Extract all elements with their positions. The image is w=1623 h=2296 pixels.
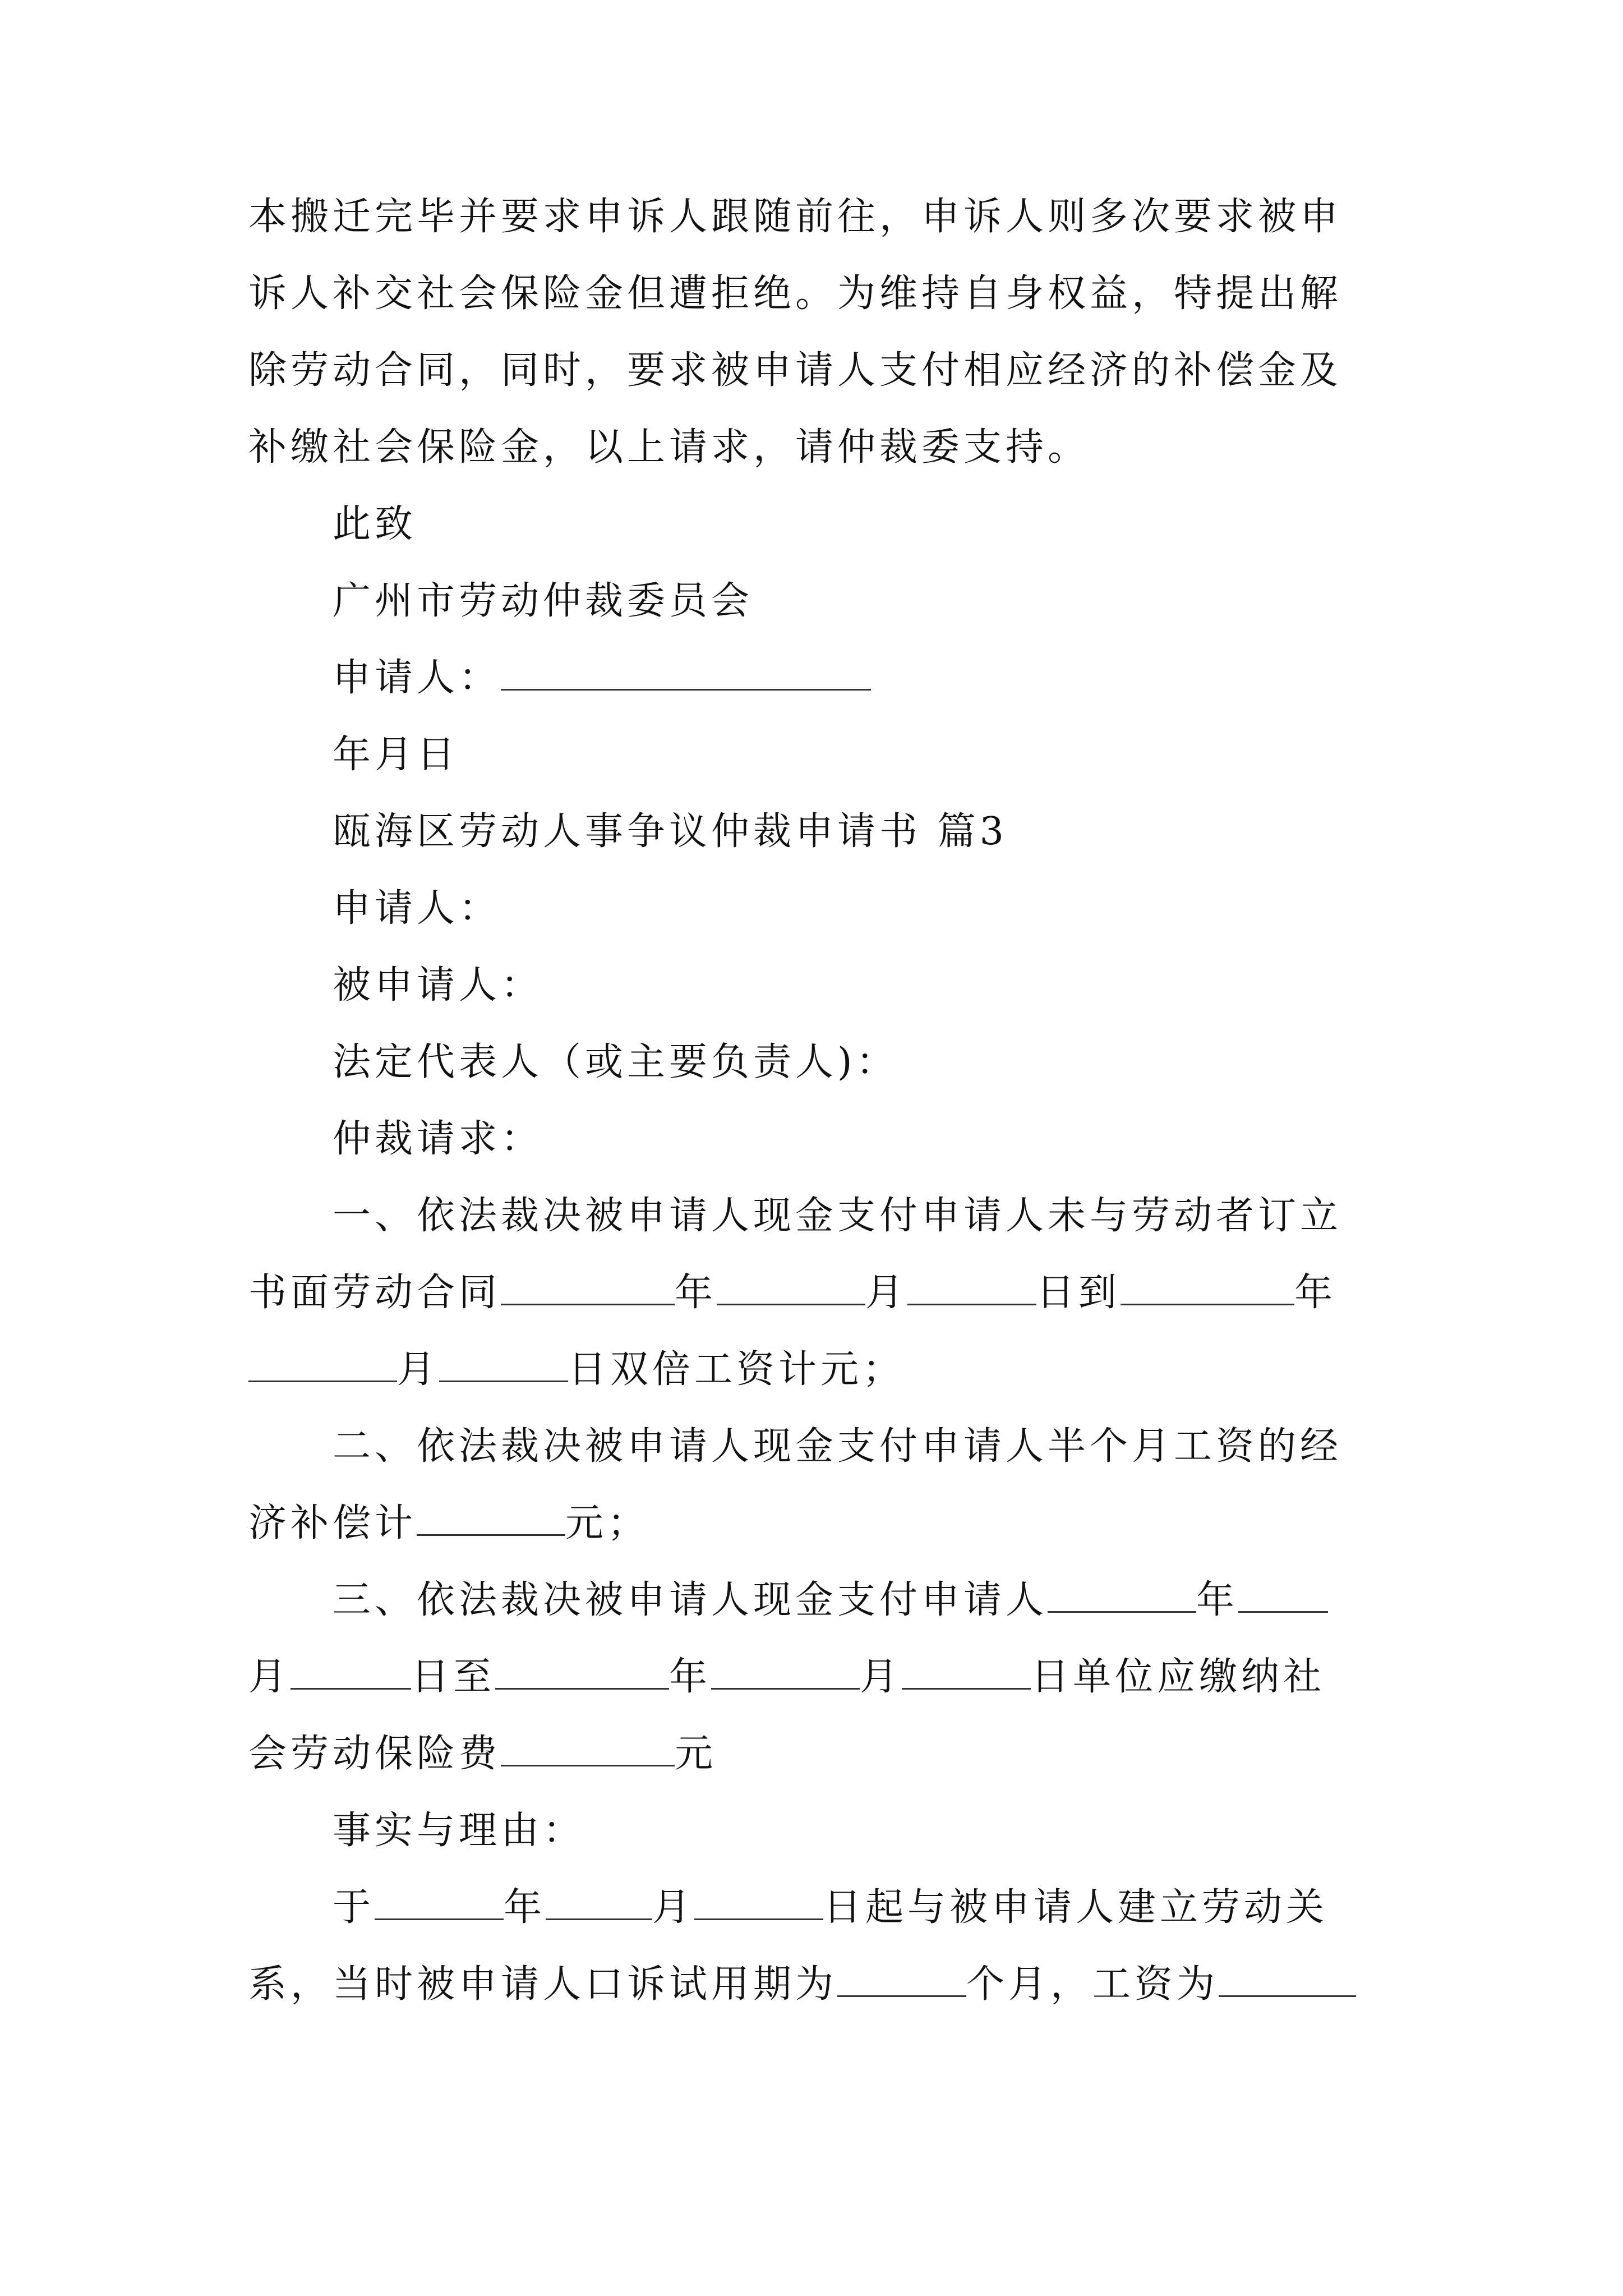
text-segment: 月 bbox=[652, 1885, 695, 1930]
document-page bbox=[248, 178, 1387, 2023]
signature-line bbox=[248, 639, 1387, 716]
signature-blank bbox=[501, 656, 871, 691]
text-segment: 于 bbox=[333, 1885, 375, 1930]
facts-line-1 bbox=[248, 1869, 1387, 1946]
text-segment: 月 bbox=[397, 1347, 440, 1392]
text-segment: 年 bbox=[1294, 1271, 1337, 1315]
fill-blank bbox=[902, 1655, 1031, 1690]
facts-line-2 bbox=[248, 1946, 1387, 2023]
fill-blank bbox=[717, 1271, 865, 1305]
text-segment: 三、依法裁决被申请人现金支付申请人 bbox=[333, 1578, 1048, 1622]
fill-blank bbox=[417, 1502, 565, 1536]
paragraph-line-3: 除劳动合同，同时，要求被申请人支付相应经济的补偿金及 bbox=[248, 348, 1343, 393]
fill-blank bbox=[248, 1348, 397, 1382]
paragraph-line-4: 补缴社会保险金，以上请求，请仲裁委支持。 bbox=[248, 425, 1090, 470]
text-segment: 会劳动保险费 bbox=[248, 1732, 501, 1776]
text-segment: 元； bbox=[565, 1501, 650, 1545]
fill-blank bbox=[501, 1271, 675, 1305]
text-segment: 书面劳动合同 bbox=[248, 1271, 501, 1315]
applicant-label: 申请人： bbox=[333, 886, 501, 931]
section-title: 瓯海区劳动人事争议仲裁申请书 篇3 bbox=[333, 809, 1008, 854]
fill-blank bbox=[495, 1655, 669, 1690]
fill-blank bbox=[907, 1271, 1036, 1305]
text-segment: 年 bbox=[669, 1655, 712, 1699]
applicant-signature-label: 申请人： bbox=[333, 656, 501, 700]
text-segment: 月 bbox=[248, 1655, 291, 1699]
salutation: 此致 bbox=[333, 502, 417, 546]
text-segment: 日至 bbox=[411, 1655, 496, 1699]
date-line: 年月日 bbox=[333, 733, 459, 777]
fill-blank bbox=[711, 1655, 860, 1690]
claim3-line-1 bbox=[248, 1562, 1387, 1639]
fill-blank bbox=[375, 1886, 504, 1920]
fill-blank bbox=[1121, 1271, 1294, 1305]
text-segment: 月 bbox=[860, 1655, 902, 1699]
paragraph-line-2: 诉人补交社会保险金但遭拒绝。为维持自身权益，特提出解 bbox=[248, 272, 1343, 316]
claim2-line-1: 二、依法裁决被申请人现金支付申请人半个月工资的经 bbox=[333, 1424, 1343, 1469]
text-segment: 个月，工资为 bbox=[966, 1962, 1219, 2007]
text-segment: 日到 bbox=[1036, 1271, 1121, 1315]
fill-blank bbox=[1238, 1579, 1328, 1613]
fill-blank bbox=[546, 1886, 652, 1920]
fill-blank bbox=[1219, 1963, 1356, 1997]
claim3-line-3 bbox=[248, 1715, 1387, 1792]
text-segment: 年 bbox=[675, 1271, 717, 1315]
fill-blank bbox=[501, 1732, 675, 1766]
respondent-label: 被申请人： bbox=[333, 963, 543, 1007]
text-segment: 元 bbox=[675, 1732, 717, 1776]
text-segment: 年 bbox=[504, 1885, 546, 1930]
fill-blank bbox=[694, 1886, 823, 1920]
text-segment: 系，当时被申请人口诉试用期为 bbox=[248, 1962, 838, 2007]
fill-blank bbox=[439, 1348, 568, 1382]
text-segment: 月 bbox=[865, 1271, 908, 1315]
claim1-line-1: 一、依法裁决被申请人现金支付申请人未与劳动者订立 bbox=[333, 1194, 1343, 1238]
claim3-line-2 bbox=[248, 1639, 1387, 1715]
fill-blank bbox=[291, 1655, 411, 1690]
recipient: 广州市劳动仲裁委员会 bbox=[333, 579, 754, 623]
text-segment: 日单位应缴纳社 bbox=[1031, 1655, 1326, 1699]
claim1-line-2 bbox=[248, 1254, 1387, 1331]
fill-blank bbox=[1048, 1579, 1196, 1613]
text-segment: 日起与被申请人建立劳动关 bbox=[823, 1885, 1329, 1930]
fill-blank bbox=[837, 1963, 966, 1997]
claim1-line-3 bbox=[248, 1331, 1387, 1408]
claim2-line-2 bbox=[248, 1485, 1387, 1562]
text-segment: 济补偿计 bbox=[248, 1501, 417, 1545]
text-segment: 日双倍工资计元； bbox=[568, 1347, 905, 1392]
paragraph-line-1: 本搬迁完毕并要求申诉人跟随前往，申诉人则多次要求被申 bbox=[248, 195, 1343, 239]
text-segment: 年 bbox=[1196, 1578, 1239, 1622]
legal-rep-label: 法定代表人（或主要负责人)： bbox=[333, 1040, 898, 1084]
claims-label: 仲裁请求： bbox=[333, 1117, 543, 1161]
facts-label: 事实与理由： bbox=[333, 1809, 585, 1853]
